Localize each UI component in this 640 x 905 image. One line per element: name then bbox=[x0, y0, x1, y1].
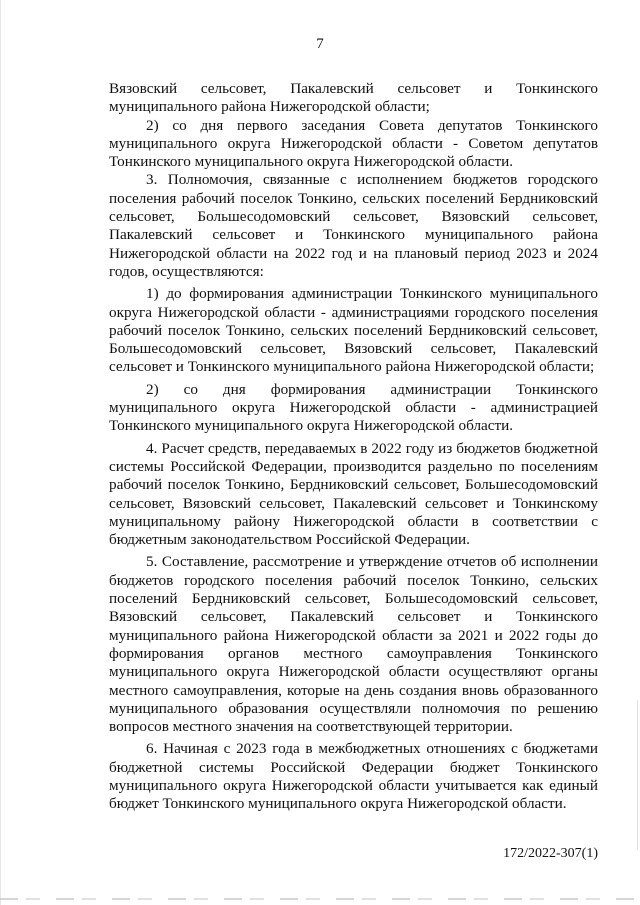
paragraph-continuation: Вязовский сельсовет, Пакалевский сельсовет и Тонкинского муниципального района Нижегородской области; bbox=[109, 80, 598, 116]
scan-bottom-edge bbox=[0, 898, 640, 900]
paragraph-item-2-council: 2) со дня первого заседания Совета депутатов Тонкинского муниципального округа Нижегородской области - Советом депутатов Тонкинского муниципального округа Нижегородской области. bbox=[109, 116, 598, 171]
page-number: 7 bbox=[316, 36, 324, 52]
paragraph-item-1-administrations: 1) до формирования администрации Тонкинского муниципального округа Нижегородской области - администрациями городского поселения рабочий поселок Тонкино, сельских поселений Бердниковский сельсовет, Большесодомовский сельсовет, Вязовский сельсовет, Пакалевский сельсовет и Тонкинского муниципального района Нижегородской области; bbox=[109, 285, 598, 376]
paragraph-5-reports: 5. Составление, рассмотрение и утверждение отчетов об исполнении бюджетов городского поселения рабочий поселок Тонкино, сельских поселений Бердниковский сельсовет, Большесодомовский сельсовет, Вязовский сельсовет, Пакалевский сельсовет и Тонкинского муниципального района Нижегородской области за 2021 и 2022 годы до формирования органов местного самоуправления Тонкинского муниципального округа Нижегородской области осуществляют органы местного самоуправления, которые на день создания вновь образованного муниципального образования осуществляли полномочия по решению вопросов местного значения на соответствующей территории. bbox=[109, 553, 598, 736]
document-body bbox=[109, 80, 598, 814]
paragraph-3-budget-powers: 3. Полномочия, связанные с исполнением бюджетов городского поселения рабочий поселок Тонкино, сельских поселений Бердниковский сельсовет, Большесодомовский сельсовет, Вязовский сельсовет, Пакалевский сельсовет и Тонкинского муниципального района Нижегородской области на 2022 год и на плановый период 2023 и 2024 годов, осуществляются: bbox=[109, 171, 598, 280]
paragraph-6-unified-budget: 6. Начиная с 2023 года в межбюджетных отношениях с бюджетами бюджетной системы Российской Федерации бюджет Тонкинского муниципального округа Нижегородской области учитывается как единый бюджет Тонкинского муниципального округа Нижегородской области. bbox=[109, 740, 598, 813]
scan-left-edge bbox=[0, 0, 1, 905]
paragraph-4-calculation: 4. Расчет средств, передаваемых в 2022 году из бюджетов бюджетной системы Российской Федерации, производится раздельно по поселениям рабочий поселок Тонкино, Бердниковский сельсовет, Большесодомовский сельсовет, Вязовский сельсовет, Пакалевский сельсовет и Тонкинскому муниципальному району Нижегородской области в соответствии с бюджетным законодательством Российской Федерации. bbox=[109, 439, 598, 549]
scan-right-edge bbox=[637, 700, 638, 850]
paragraph-item-2-administration: 2) со дня формирования администрации Тонкинского муниципального округа Нижегородской области - администрацией Тонкинского муниципального округа Нижегородской области. bbox=[109, 380, 598, 435]
document-code: 172/2022-307(1) bbox=[503, 846, 598, 861]
